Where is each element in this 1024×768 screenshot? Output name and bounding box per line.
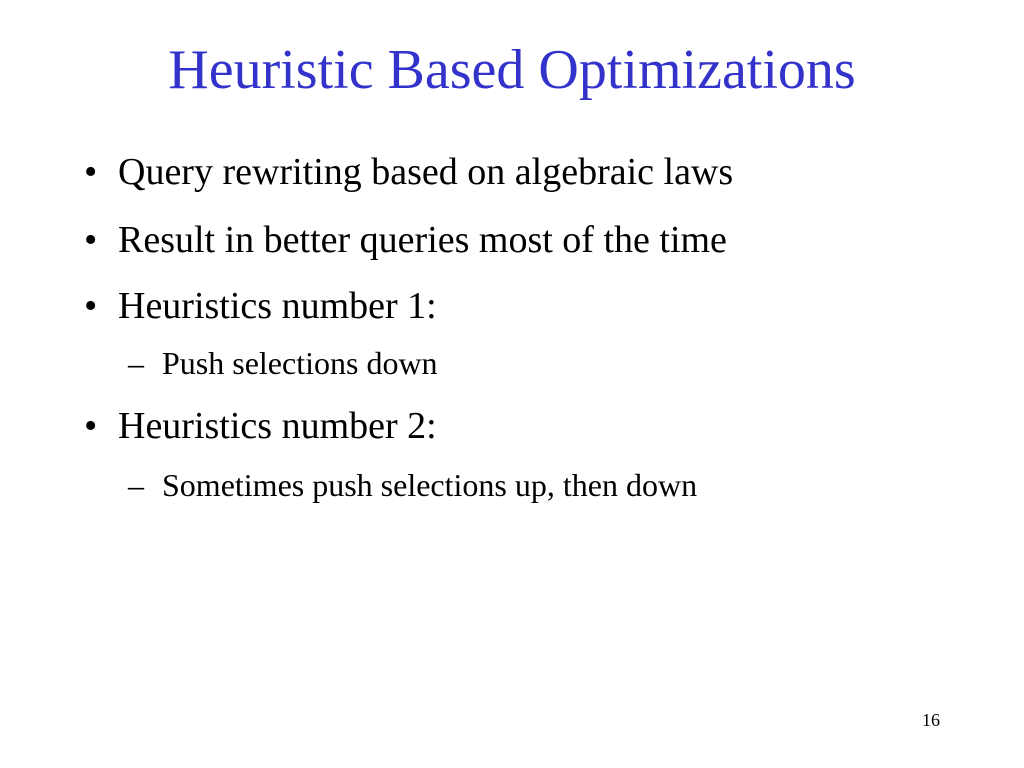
slide-title: Heuristic Based Optimizations: [168, 39, 856, 101]
bullet-item: [84, 284, 437, 330]
bullet-glyph: •: [84, 285, 98, 327]
bullet-text: Heuristics number 2:: [118, 405, 437, 447]
bullet-glyph: •: [84, 151, 98, 193]
bullet-text: Query rewriting based on algebraic laws: [118, 151, 734, 193]
bullet-text: Result in better queries most of the time: [118, 219, 727, 261]
sub-bullet-text: Sometimes push selections up, then down: [162, 467, 698, 503]
dash-glyph: –: [128, 467, 144, 503]
bullet-item: [84, 218, 727, 264]
dash-glyph: –: [128, 345, 144, 381]
bullet-item: [84, 404, 437, 450]
sub-bullet-text: Push selections down: [162, 345, 438, 381]
sub-bullet-item: [128, 344, 438, 382]
sub-bullet-item: [128, 466, 697, 504]
bullet-text: Heuristics number 1:: [118, 285, 437, 327]
bullet-item: [84, 150, 733, 196]
bullet-glyph: •: [84, 405, 98, 447]
page-number: 16: [922, 710, 940, 730]
bullet-glyph: •: [84, 219, 98, 261]
